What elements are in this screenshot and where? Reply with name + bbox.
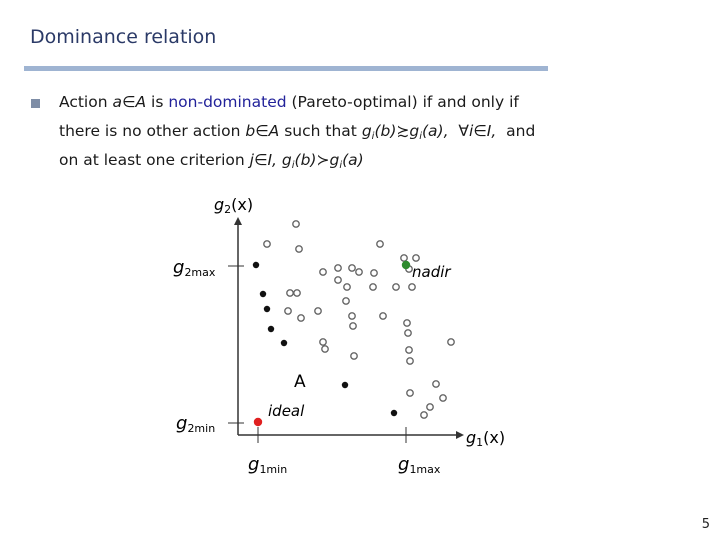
g-symbol: g bbox=[409, 122, 420, 140]
variable-b: b∈A bbox=[245, 122, 280, 140]
pareto-diagram-svg bbox=[162, 183, 522, 513]
text-run: on at least one criterion bbox=[59, 151, 250, 169]
bullet-marker bbox=[31, 99, 40, 108]
dominated-point bbox=[413, 255, 419, 261]
nadir-point bbox=[402, 261, 410, 269]
dominated-point bbox=[296, 246, 302, 252]
g-argument: (a) bbox=[342, 151, 364, 169]
dominated-point bbox=[287, 290, 293, 296]
dominated-point bbox=[320, 339, 326, 345]
text-run: there is no other action bbox=[59, 122, 246, 140]
nondominated-point bbox=[253, 262, 259, 268]
points-group bbox=[253, 221, 454, 418]
nondominated-point bbox=[281, 340, 287, 346]
dominated-point bbox=[421, 412, 427, 418]
g2min-label: g2min bbox=[176, 413, 216, 435]
nondominated-point bbox=[268, 326, 274, 332]
dominated-point bbox=[405, 330, 411, 336]
g-argument: (a), bbox=[422, 122, 449, 140]
dominated-point bbox=[404, 320, 410, 326]
g2max-label: g2max bbox=[173, 257, 216, 279]
dominated-point bbox=[401, 255, 407, 261]
g-subscript: i bbox=[291, 160, 295, 171]
y-axis-label: g2(x) bbox=[214, 195, 254, 216]
dominated-point bbox=[343, 298, 349, 304]
definition-line-2 bbox=[59, 122, 535, 142]
dominated-point bbox=[298, 315, 304, 321]
g1min-label: g1min bbox=[248, 454, 288, 476]
g-subscript: i bbox=[339, 160, 343, 171]
dominated-point bbox=[335, 277, 341, 283]
dominated-point bbox=[356, 269, 362, 275]
dominated-point bbox=[448, 339, 454, 345]
ideal-label: ideal bbox=[268, 402, 305, 420]
relation-symbol: ≿ bbox=[396, 122, 410, 140]
dominated-point bbox=[315, 308, 321, 314]
dominated-point bbox=[320, 269, 326, 275]
g-subscript: i bbox=[371, 131, 375, 142]
slide-title: Dominance relation bbox=[30, 26, 217, 48]
definition-line-1 bbox=[59, 93, 519, 111]
nondominated-point bbox=[391, 410, 397, 416]
dominated-point bbox=[380, 313, 386, 319]
nondominated-point bbox=[342, 382, 348, 388]
g-subscript: i bbox=[419, 131, 422, 142]
nadir-label: nadir bbox=[412, 263, 451, 281]
ideal-point bbox=[254, 418, 262, 426]
x-axis-label: g1(x) bbox=[466, 428, 506, 449]
dominated-point bbox=[349, 265, 355, 271]
g-argument: (b) bbox=[294, 151, 317, 169]
dominated-point bbox=[393, 284, 399, 290]
text-run: such that bbox=[279, 122, 362, 140]
dominated-point bbox=[433, 381, 439, 387]
text-run: Action bbox=[59, 93, 113, 111]
g1max-label: g1max bbox=[398, 454, 441, 476]
nondominated-point bbox=[260, 291, 266, 297]
page-number: 5 bbox=[701, 517, 710, 532]
dominated-point bbox=[264, 241, 270, 247]
g-symbol: g bbox=[329, 151, 340, 169]
dominated-point bbox=[377, 241, 383, 247]
set-a-label: A bbox=[294, 372, 306, 392]
dominated-point bbox=[370, 284, 376, 290]
dominated-point bbox=[371, 270, 377, 276]
dominated-point bbox=[351, 353, 357, 359]
dominated-point bbox=[335, 265, 341, 271]
text-run: is bbox=[146, 93, 169, 111]
nondominated-point bbox=[264, 306, 270, 312]
dominated-point bbox=[407, 358, 413, 364]
highlight-non-dominated: non-dominated bbox=[168, 93, 287, 111]
dominated-point bbox=[322, 346, 328, 352]
dominated-point bbox=[293, 221, 299, 227]
dominated-point bbox=[409, 284, 415, 290]
dominated-point bbox=[440, 395, 446, 401]
pareto-diagram bbox=[162, 183, 522, 513]
g-argument: (b) bbox=[374, 122, 397, 140]
title-underline bbox=[24, 66, 548, 71]
text-run: and bbox=[496, 122, 536, 140]
dominated-point bbox=[285, 308, 291, 314]
dominated-point bbox=[350, 323, 356, 329]
dominated-point bbox=[406, 347, 412, 353]
forall-clause: ∀i∈I, bbox=[448, 122, 497, 140]
g-symbol: g bbox=[281, 151, 292, 169]
dominated-point bbox=[294, 290, 300, 296]
definition-line-3 bbox=[59, 151, 364, 171]
g-symbol: g bbox=[361, 122, 372, 140]
dominated-point bbox=[427, 404, 433, 410]
dominated-point bbox=[344, 284, 350, 290]
variable-a: a∈A bbox=[112, 93, 147, 111]
relation-symbol: ≻ bbox=[316, 151, 330, 169]
dominated-point bbox=[407, 390, 413, 396]
dominated-point bbox=[349, 313, 355, 319]
variable-j: j∈I, bbox=[249, 151, 277, 169]
text-run: (Pareto-optimal) if and only if bbox=[286, 93, 519, 111]
